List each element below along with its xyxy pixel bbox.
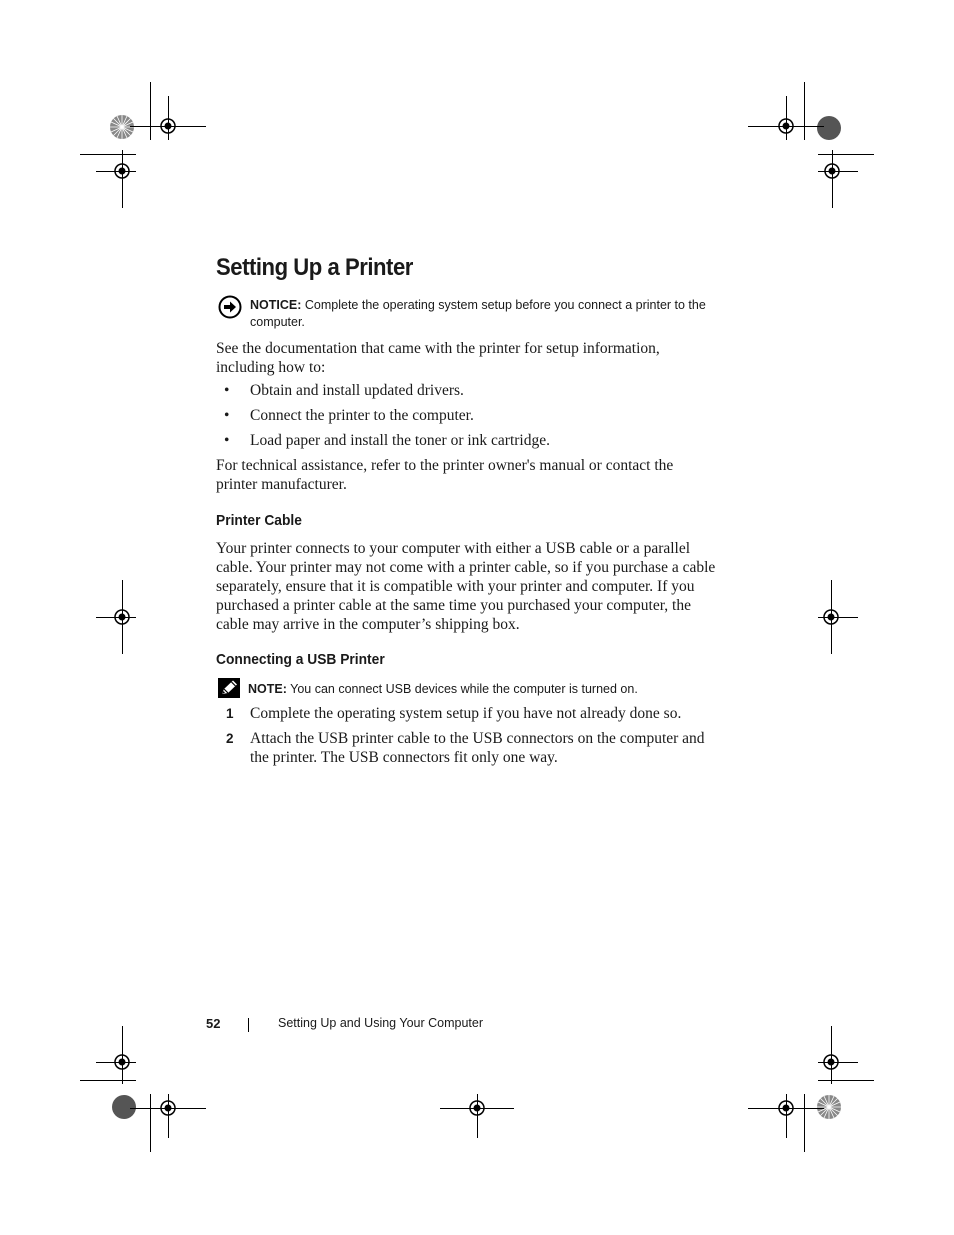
crop-mark xyxy=(818,1080,874,1081)
registration-mark-icon xyxy=(111,606,133,628)
crop-mark xyxy=(786,96,787,140)
printer-cable-paragraph: Your printer connects to your computer with either a USB cable or a parallel cable. Your printer may not come with a printer cable, so if you purchase a cable separately, ensure that it is compatible with your printer and computer. If you purchased a printer cable at the same time you purchased your computer, the cable may arrive in the computer’s shipping box. xyxy=(216,540,716,633)
bullet: • xyxy=(224,432,230,449)
page-number: 52 xyxy=(206,1016,221,1031)
step-text: Attach the USB printer cable to the USB connectors on the computer and the printer. The USB connectors fit only one way. xyxy=(250,730,705,766)
note-box xyxy=(248,681,718,698)
bullet-text: Connect the printer to the computer. xyxy=(250,407,474,424)
footer-section-title: Setting Up and Using Your Computer xyxy=(278,1016,483,1030)
step-number: 2 xyxy=(226,731,234,746)
registration-mark-icon xyxy=(466,1097,488,1119)
crop-mark xyxy=(804,1094,805,1152)
page-title: Setting Up a Printer xyxy=(216,254,413,281)
crop-mark xyxy=(150,82,151,140)
bullet: • xyxy=(224,407,230,424)
notice-arrow-icon xyxy=(218,295,242,319)
registration-mark-icon xyxy=(775,1097,797,1119)
assistance-paragraph: For technical assistance, refer to the printer owner's manual or contact the printer manufacturer. xyxy=(216,457,674,493)
registration-mark-icon xyxy=(111,1051,133,1073)
usb-heading: Connecting a USB Printer xyxy=(216,651,385,668)
crop-mark xyxy=(80,154,136,155)
registration-mark-icon xyxy=(820,606,842,628)
crop-mark xyxy=(80,1080,136,1081)
footer-divider xyxy=(248,1018,249,1032)
note-label: NOTE: xyxy=(248,682,287,696)
crop-mark xyxy=(804,82,805,140)
crop-mark xyxy=(818,154,874,155)
registration-mark-icon xyxy=(815,1093,843,1121)
registration-mark-icon xyxy=(108,113,136,141)
step-number: 1 xyxy=(226,706,234,721)
registration-mark-icon xyxy=(110,1093,138,1121)
note-pencil-icon xyxy=(218,678,240,698)
notice-label: NOTICE: xyxy=(250,298,302,312)
registration-mark-icon xyxy=(157,1097,179,1119)
notice-text: Complete the operating system setup before you connect a printer to the computer. xyxy=(250,298,706,329)
intro-paragraph: See the documentation that came with the printer for setup information, including how to: xyxy=(216,340,660,376)
crop-mark xyxy=(150,1094,151,1152)
bullet: • xyxy=(224,382,230,399)
note-text: You can connect USB devices while the computer is turned on. xyxy=(290,682,638,696)
step-text: Complete the operating system setup if you have not already done so. xyxy=(250,705,682,722)
registration-mark-icon xyxy=(111,160,133,182)
notice-box xyxy=(250,297,720,331)
crop-mark xyxy=(168,96,169,140)
printer-cable-heading: Printer Cable xyxy=(216,512,302,529)
registration-mark-icon xyxy=(815,114,843,142)
bullet-text: Load paper and install the toner or ink cartridge. xyxy=(250,432,550,449)
bullet-text: Obtain and install updated drivers. xyxy=(250,382,464,399)
registration-mark-icon xyxy=(821,160,843,182)
registration-mark-icon xyxy=(820,1051,842,1073)
